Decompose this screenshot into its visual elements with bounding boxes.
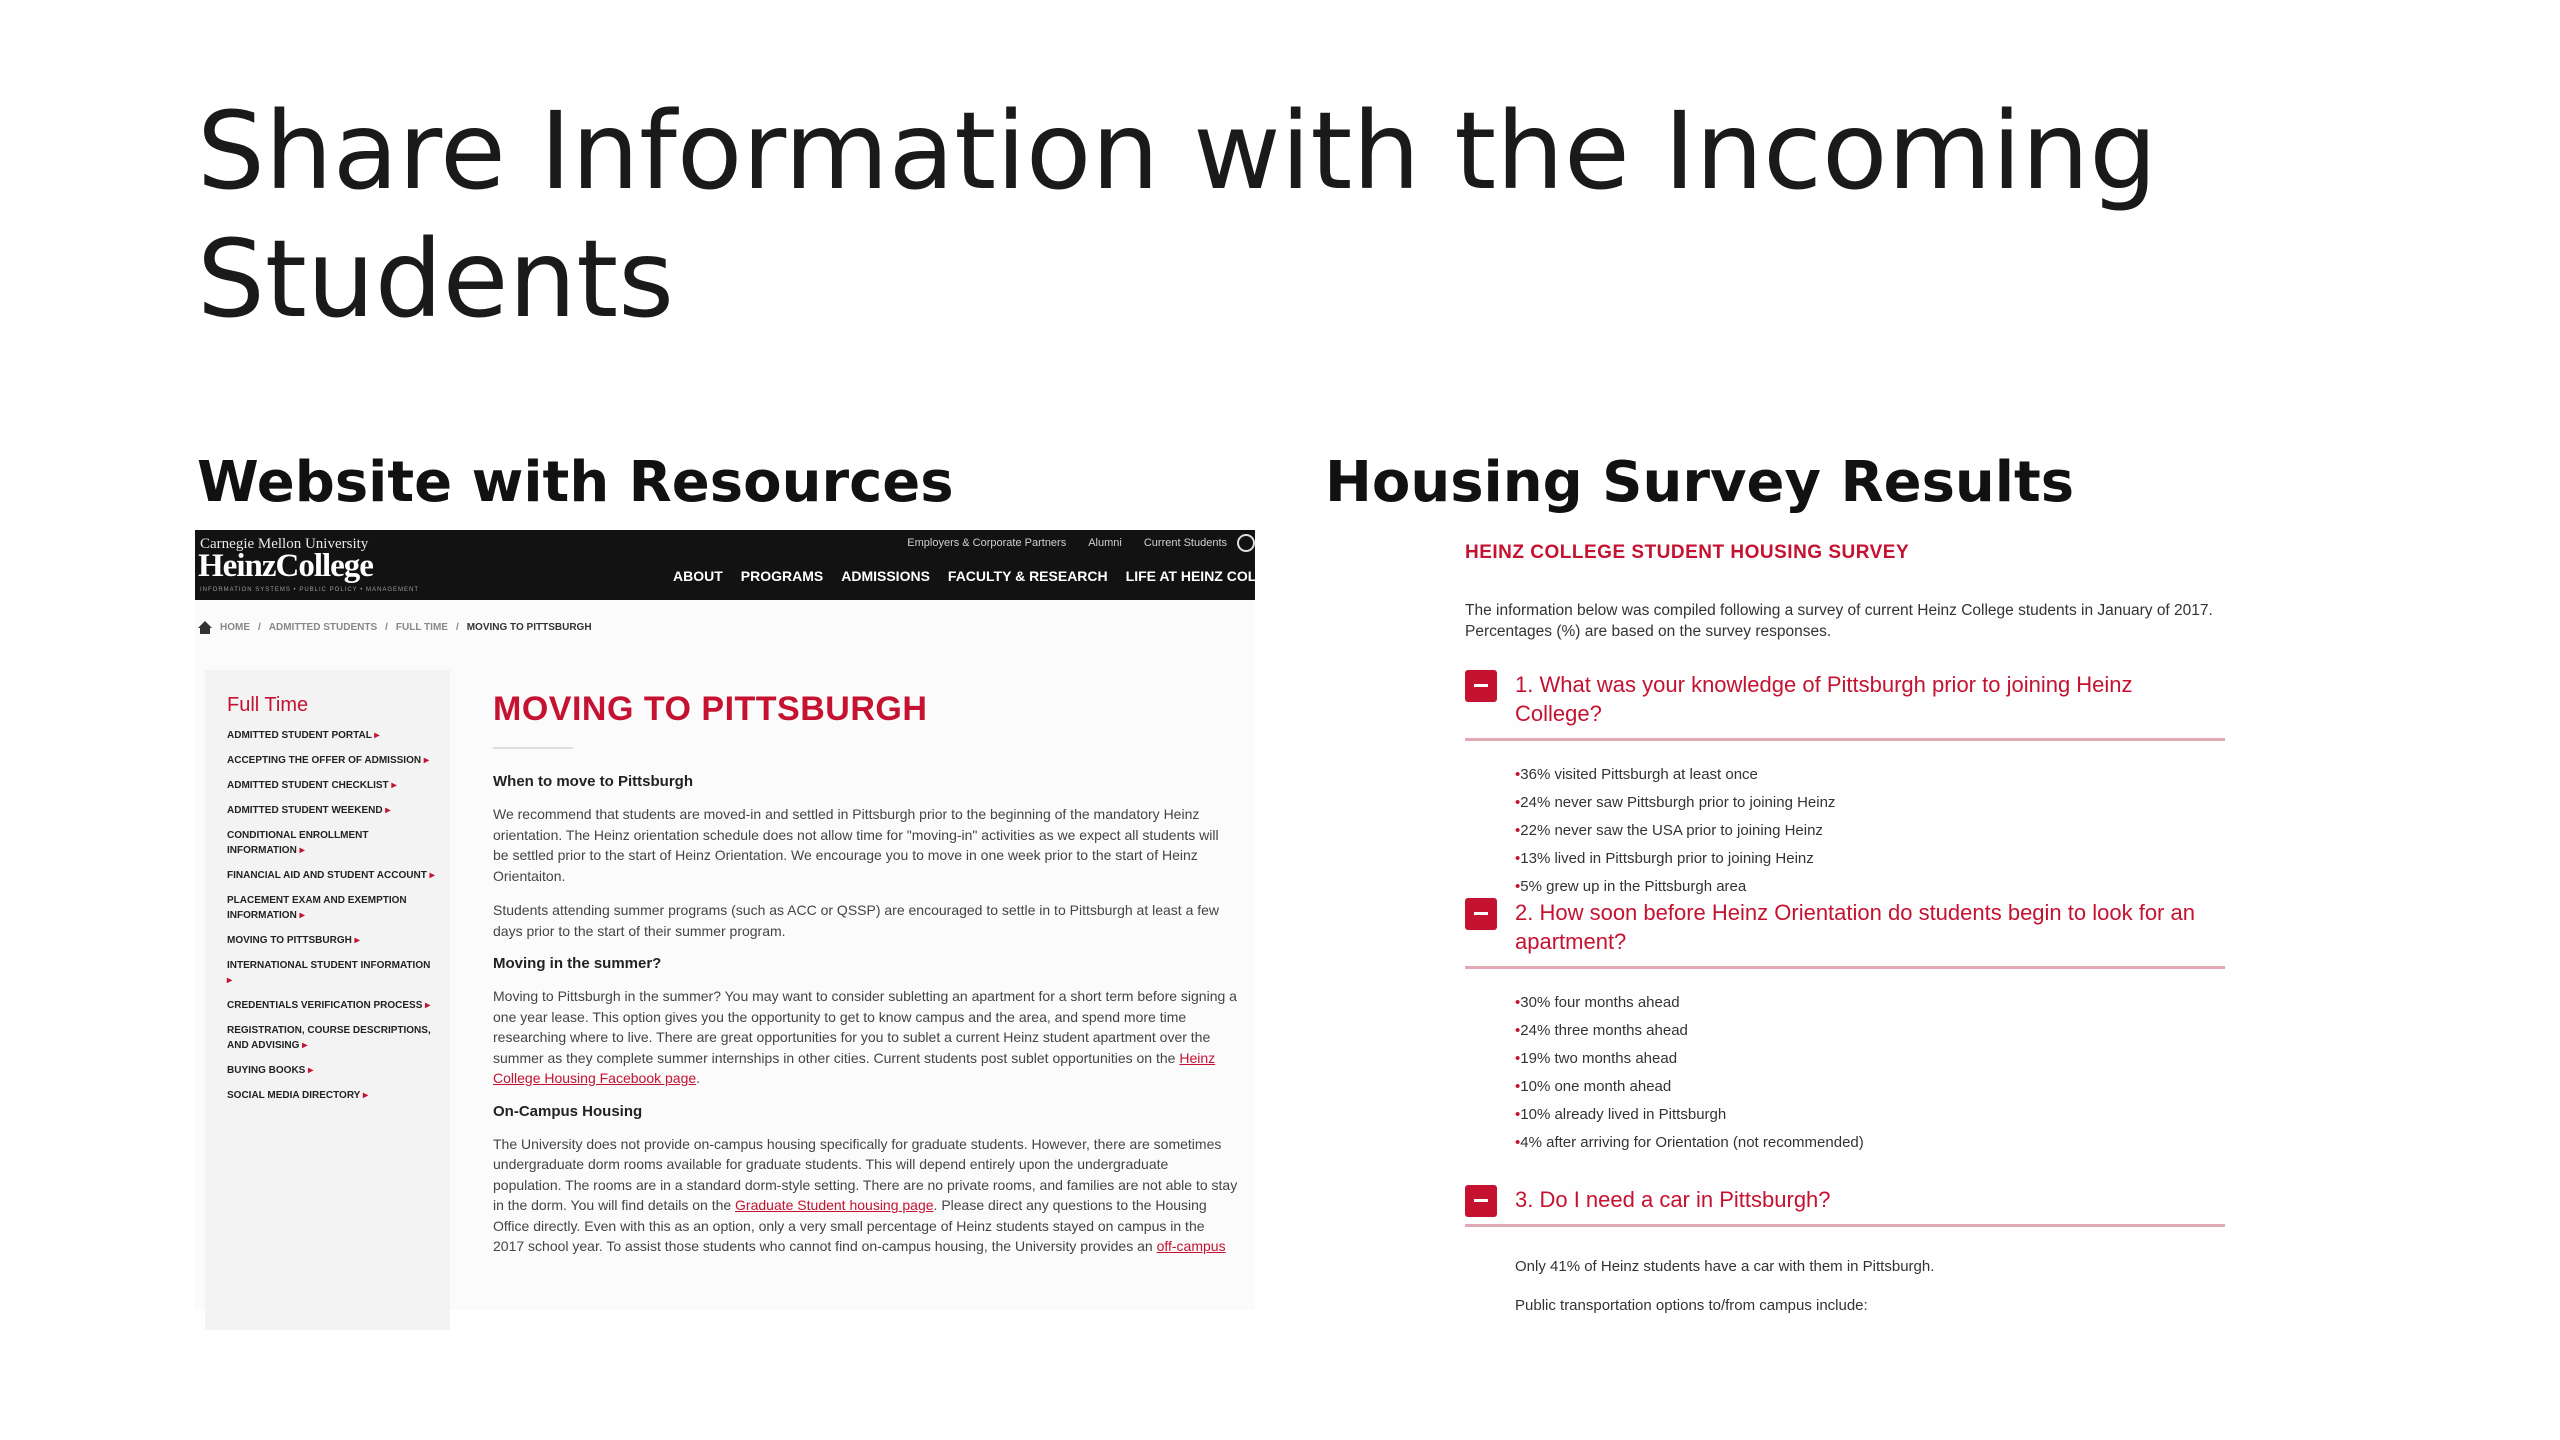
left-section-heading: Website with Resources [197, 450, 954, 515]
nav-programs[interactable]: PROGRAMS [740, 568, 824, 584]
sidebar-item-placement-exam[interactable]: PLACEMENT EXAM AND EXEMPTION INFORMATION ▸ [227, 893, 437, 923]
graduate-housing-link[interactable]: Graduate Student housing page [735, 1197, 934, 1213]
util-link-alumni[interactable]: Alumni [1088, 537, 1122, 549]
utility-nav [907, 537, 1227, 549]
sidebar-item-buying-books[interactable]: BUYING BOOKS ▸ [227, 1063, 437, 1078]
question-3-answer-line-1: Only 41% of Heinz students have a car with them in Pittsburgh. [1515, 1258, 1935, 1275]
util-link-employers[interactable]: Employers & Corporate Partners [907, 537, 1067, 549]
site-sidebar [205, 670, 450, 1330]
list-item: • 24% never saw Pittsburgh prior to joining Heinz [1515, 789, 2225, 817]
util-link-current-students[interactable]: Current Students [1143, 537, 1227, 549]
home-icon[interactable] [198, 621, 212, 628]
site-content [493, 690, 1238, 1271]
paragraph-summer-text: Moving to Pittsburgh in the summer? You may want to consider subletting an apartment for a short term before signing a one year lease. This option gives you the opportunity to get to know campus and the area, and spend more time researching where to live. There are great opportunities for you to sublet a current Heinz student apartment over the summer as they complete summer internships in other cities. Current students post sublet opportunities on the [493, 988, 1237, 1066]
nav-admissions[interactable]: ADMISSIONS [841, 568, 930, 584]
sidebar-item-accepting-offer[interactable]: ACCEPTING THE OFFER OF ADMISSION ▸ [227, 753, 437, 768]
survey-screenshot [1465, 530, 2265, 1314]
list-item: • 13% lived in Pittsburgh prior to joining Heinz [1515, 845, 2225, 873]
section-heading-when-to-move: When to move to Pittsburgh [493, 773, 693, 790]
logo-university: Carnegie Mellon University [200, 536, 369, 552]
question-2-header[interactable] [1465, 898, 2225, 969]
collapse-minus-icon[interactable] [1465, 1185, 1497, 1217]
collapse-minus-icon[interactable] [1465, 670, 1497, 702]
breadcrumb-full-time[interactable]: FULL TIME [395, 622, 448, 633]
paragraph-summer: Moving to Pittsburgh in the summer? You may want to consider subletting an apartment for a short term before signing a one year lease. This option gives you the opportunity to get to know campus and the area, and spend more time researching where to live. There are great opportunities for you to sublet a current Heinz student apartment over the summer as they complete summer internships in other cities. Current students post sublet opportunities on the Heinz College Housing Facebook page. [493, 988, 1237, 1086]
main-nav [673, 568, 1294, 584]
list-item: • 10% already lived in Pittsburgh [1515, 1101, 2225, 1129]
page-title: MOVING TO PITTSBURGH [493, 690, 928, 728]
breadcrumb-current: MOVING TO PITTSBURGH [466, 622, 592, 633]
question-1-text[interactable]: 1. What was your knowledge of Pittsburgh prior to joining Heinz College? [1515, 672, 2133, 726]
question-3-text[interactable]: 3. Do I need a car in Pittsburgh? [1515, 1187, 1831, 1212]
sidebar-item-checklist[interactable]: ADMITTED STUDENT CHECKLIST ▸ [227, 778, 437, 793]
list-item: • 19% two months ahead [1515, 1045, 2225, 1073]
nav-about[interactable]: ABOUT [673, 568, 723, 584]
section-heading-on-campus: On-Campus Housing [493, 1102, 643, 1120]
question-2-text[interactable]: 2. How soon before Heinz Orientation do students begin to look for an apartment? [1515, 900, 2195, 954]
sidebar-item-credentials-verification[interactable]: CREDENTIALS VERIFICATION PROCESS ▸ [227, 998, 437, 1013]
sidebar-item-admitted-weekend[interactable]: ADMITTED STUDENT WEEKEND ▸ [227, 803, 437, 818]
question-3-answer [1515, 1247, 2225, 1325]
nav-life-at-heinz[interactable]: LIFE AT HEINZ COLLEGE [1125, 568, 1295, 584]
sidebar-item-financial-aid[interactable]: FINANCIAL AID AND STUDENT ACCOUNT ▸ [227, 868, 437, 883]
paragraph-on-campus-text-2: . Please direct any questions to the Housing Office directly. Even with this as an option, only a very small percentage of Heinz students stayed on campus in the 2017 school year. To assist those students who cannot find on-campus housing, the University provides an [493, 1197, 1207, 1254]
survey-heading: HEINZ COLLEGE STUDENT HOUSING SURVEY [1465, 542, 1910, 563]
list-item: • 4% after arriving for Orientation (not recommended) [1515, 1129, 2225, 1157]
paragraph-summer-programs: Students attending summer programs (such as ACC or QSSP) are encouraged to settle in to Pittsburgh at least a few days prior to the start of their summer program. [493, 902, 1220, 939]
question-2 [1465, 898, 2225, 1157]
paragraph-on-campus [493, 1134, 1238, 1257]
question-1-answers [1515, 761, 2225, 901]
sidebar-item-international-student[interactable]: INTERNATIONAL STUDENT INFORMATION ▸ [227, 958, 437, 988]
list-item: • 22% never saw the USA prior to joining Heinz [1515, 817, 2225, 845]
breadcrumb-admitted-students[interactable]: ADMITTED STUDENTS [268, 622, 378, 633]
website-screenshot [195, 530, 1295, 1310]
title-divider [493, 747, 573, 749]
list-item: • 30% four months ahead [1515, 989, 2225, 1017]
paragraph-when-to-move: We recommend that students are moved-in and settled in Pittsburgh prior to the beginning of the mandatory Heinz orientation. The Heinz orientation schedule does not allow time for "moving-in" activities as we expect all students will be settled prior to the start of Heinz Orientation. We encourage you to move in one week prior to the start of Heinz Orientaiton. [493, 806, 1219, 884]
question-3-answer-line-2: Public transportation options to/from campus include: [1515, 1297, 1868, 1314]
breadcrumb-home[interactable]: HOME [220, 622, 250, 633]
collapse-minus-icon[interactable] [1465, 898, 1497, 930]
question-3 [1465, 1185, 2225, 1325]
facebook-housing-link[interactable]: Heinz College Housing Facebook page [493, 1049, 1216, 1086]
slide-title: Share Information with the Incoming Students [197, 90, 2158, 342]
list-item: • 5% grew up in the Pittsburgh area [1515, 873, 2225, 901]
logo-heinz-college[interactable]: HeinzCollege [198, 548, 373, 584]
survey-intro: The information below was compiled following a survey of current Heinz College students in January of 2017. Percentages (%) are based on the survey responses. [1465, 602, 2213, 640]
paragraph-on-campus-text: The University does not provide on-campus housing specifically for graduate students. However, there are sometimes undergraduate dorm rooms available for graduate students. This will depend entirely upon the undergraduate population. The rooms are in a standard dorm-style setting. There are no private rooms, and families are not able to stay in the dorm. You will find details on the [493, 1135, 1238, 1213]
section-heading-summer: Moving in the summer? [493, 955, 662, 972]
sidebar-list [227, 728, 437, 1113]
sidebar-item-social-media[interactable]: SOCIAL MEDIA DIRECTORY ▸ [227, 1088, 437, 1103]
nav-faculty-research[interactable]: FACULTY & RESEARCH [947, 568, 1108, 584]
sidebar-item-registration[interactable]: REGISTRATION, COURSE DESCRIPTIONS, AND ADVISING ▸ [227, 1023, 437, 1053]
list-item: • 10% one month ahead [1515, 1073, 2225, 1101]
logo-tagline: INFORMATION SYSTEMS • PUBLIC POLICY • MANAGEMENT [200, 587, 420, 593]
site-header [195, 530, 1295, 600]
list-item: • 24% three months ahead [1515, 1017, 2225, 1045]
sidebar-title[interactable]: Full Time [227, 694, 309, 716]
sidebar-item-conditional-enrollment[interactable]: CONDITIONAL ENROLLMENT INFORMATION ▸ [227, 828, 437, 858]
off-campus-link[interactable]: off-campus [1156, 1238, 1226, 1254]
question-3-header[interactable] [1465, 1185, 2225, 1227]
question-1 [1465, 670, 2225, 901]
sidebar-item-moving-to-pittsburgh[interactable]: MOVING TO PITTSBURGH ▸ [227, 933, 437, 948]
right-section-heading: Housing Survey Results [1325, 450, 2075, 515]
list-item: • 36% visited Pittsburgh at least once [1515, 761, 2225, 789]
search-icon[interactable] [1237, 534, 1255, 552]
breadcrumb: HOME / ADMITTED STUDENTS / FULL TIME / MOVING TO PITTSBURGH [198, 622, 592, 633]
question-1-header[interactable] [1465, 670, 2225, 741]
sidebar-item-admitted-student-portal[interactable]: ADMITTED STUDENT PORTAL ▸ [227, 728, 437, 743]
question-2-answers [1515, 989, 2225, 1157]
